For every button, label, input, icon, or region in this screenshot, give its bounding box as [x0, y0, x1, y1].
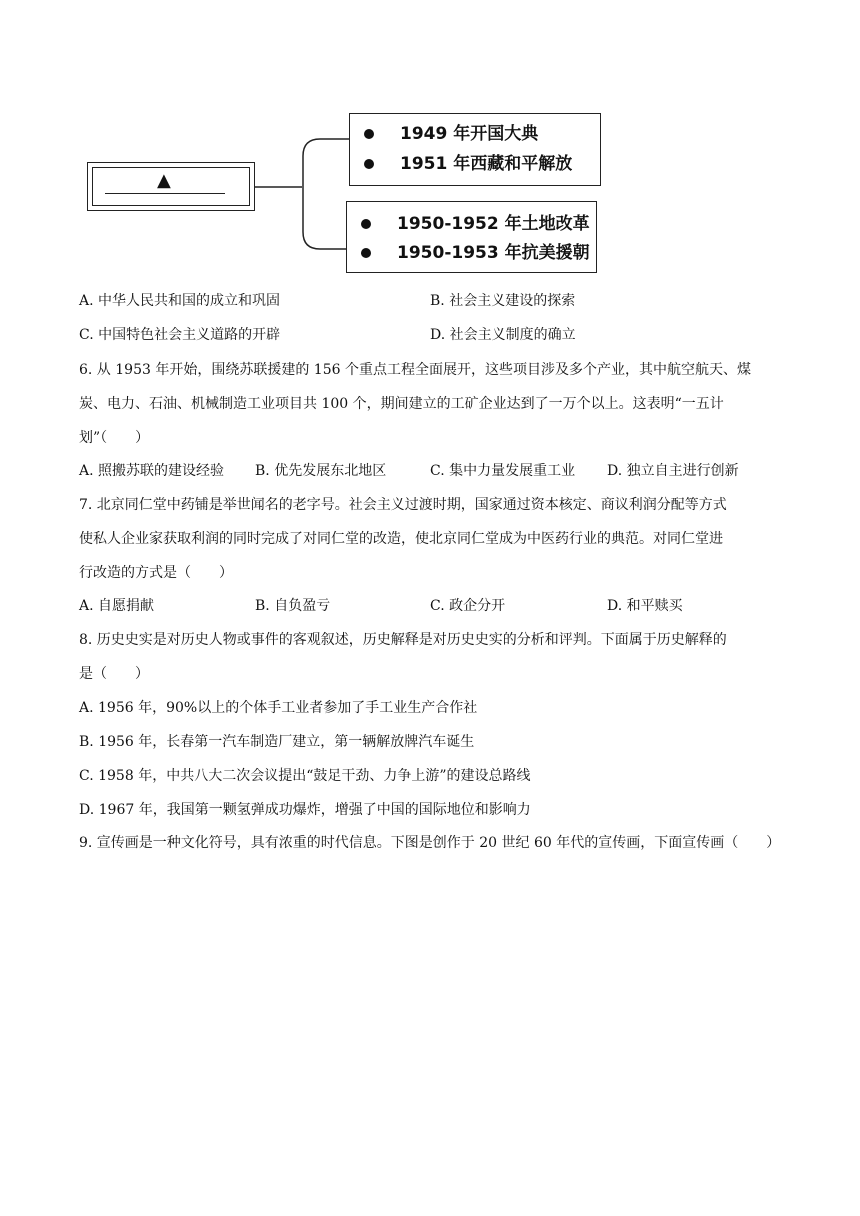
q8-option-a: A. 1956 年，90%以上的个体手工业者参加了手工业生产合作社 — [79, 700, 478, 716]
concept-diagram — [0, 0, 860, 290]
triangle-icon: ▲ — [157, 170, 171, 191]
top-events-box — [349, 113, 601, 186]
q8-stem-line-2: 是（ ） — [79, 666, 149, 682]
q8-option-c: C. 1958 年，中共八大二次会议提出“鼓足干劲、力争上游”的建设总路线 — [79, 768, 531, 784]
q7-option-d: D. 和平赎买 — [607, 598, 683, 614]
q6-stem-line-1: 6. 从 1953 年开始，围绕苏联援建的 156 个重点工程全面展开，这些项目涉及多个产业，其中航空航天、煤 — [79, 362, 751, 378]
q7-stem-line-2: 使私人企业家获取利润的同时完成了对同仁堂的改造，使北京同仁堂成为中医药行业的典范。对同仁堂进 — [79, 531, 723, 547]
q7-stem-line-3: 行改造的方式是（ ） — [79, 565, 233, 581]
q7-option-a: A. 自愿捐献 — [79, 598, 155, 614]
q6-option-a: A. 照搬苏联的建设经验 — [79, 463, 225, 479]
q6-option-d: D. 独立自主进行创新 — [607, 463, 739, 479]
q5-option-d: D. 社会主义制度的确立 — [430, 327, 576, 343]
blank-answer-inner — [92, 167, 250, 206]
blank-answer-box — [87, 162, 255, 211]
q8-option-d: D. 1967 年，我国第一颗氢弹成功爆炸，增强了中国的国际地位和影响力 — [79, 802, 531, 818]
q5-option-c: C. 中国特色社会主义道路的开辟 — [79, 327, 281, 343]
q7-stem-line-1: 7. 北京同仁堂中药铺是举世闻名的老字号。社会主义过渡时期，国家通过资本核定、商议利润分配等方式 — [79, 497, 727, 513]
top-event-1: 1949 年开国大典 — [364, 124, 538, 144]
q7-option-c: C. 政企分开 — [430, 598, 506, 614]
q8-stem-line-1: 8. 历史史实是对历史人物或事件的客观叙述，历史解释是对历史史实的分析和评判。下面属于历史解释的 — [79, 632, 727, 648]
q6-option-b: B. 优先发展东北地区 — [255, 463, 387, 479]
q5-option-b: B. 社会主义建设的探索 — [430, 293, 576, 309]
bullet-icon — [364, 159, 374, 169]
bottom-event-1: 1950-1952 年土地改革 — [361, 214, 590, 234]
q8-option-b: B. 1956 年，长春第一汽车制造厂建立，第一辆解放牌汽车诞生 — [79, 734, 475, 750]
q7-option-b: B. 自负盈亏 — [255, 598, 331, 614]
blank-underline — [105, 193, 225, 194]
bottom-event-2: 1950-1953 年抗美援朝 — [361, 243, 590, 263]
q6-option-c: C. 集中力量发展重工业 — [430, 463, 576, 479]
bottom-events-box — [346, 201, 597, 273]
bullet-icon — [364, 129, 374, 139]
q6-stem-line-3: 划”（ ） — [79, 430, 150, 446]
q5-option-a: A. 中华人民共和国的成立和巩固 — [79, 293, 281, 309]
bullet-icon — [361, 219, 371, 229]
top-event-2: 1951 年西藏和平解放 — [364, 154, 572, 174]
bullet-icon — [361, 248, 371, 258]
q6-stem-line-2: 炭、电力、石油、机械制造工业项目共 100 个，期间建立的工矿企业达到了一万个以上。这表明“一五计 — [79, 396, 724, 412]
q9-stem-line-1: 9. 宣传画是一种文化符号，具有浓重的时代信息。下图是创作于 20 世纪 60 年代的宣传画，下面宣传画（ ） — [79, 835, 781, 851]
